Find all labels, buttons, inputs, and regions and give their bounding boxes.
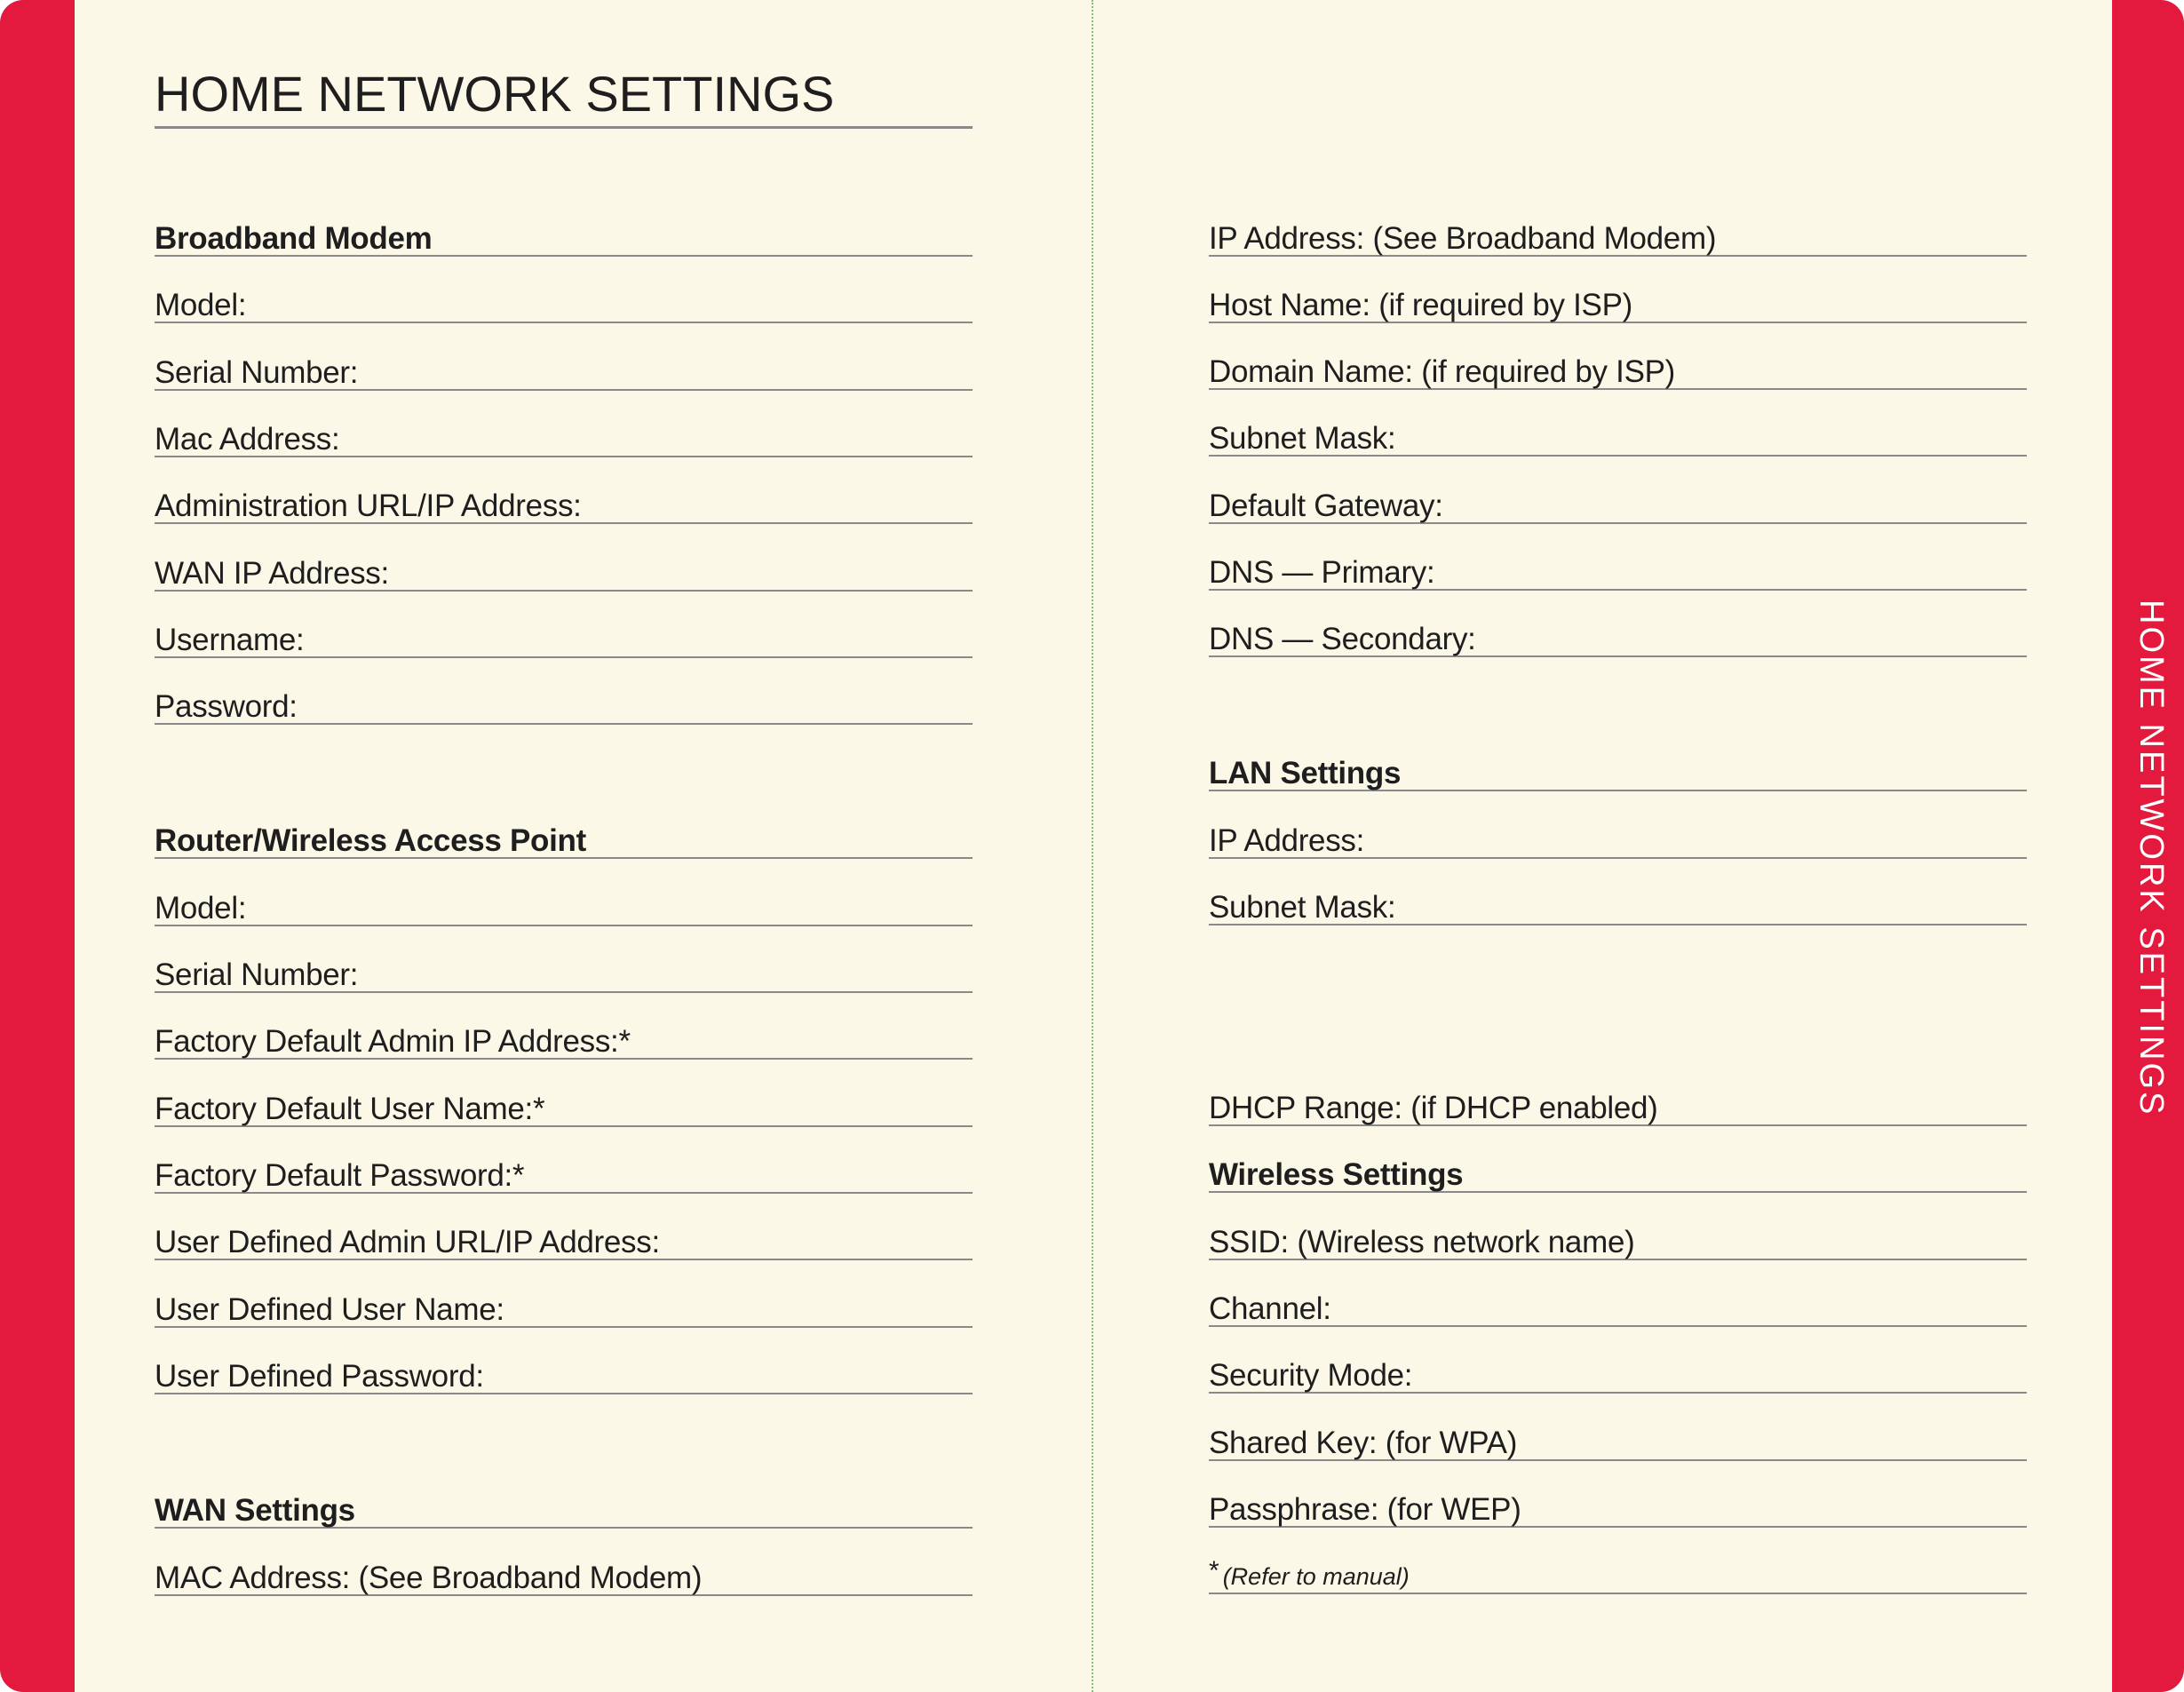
right-page: [1093, 0, 2112, 1692]
form-field-line[interactable]: DNS — Secondary:: [1209, 624, 2027, 657]
form-field-line[interactable]: Subnet Mask:: [1209, 892, 2027, 925]
form-field-line[interactable]: Serial Number:: [155, 959, 973, 993]
form-field-line[interactable]: Username:: [155, 624, 973, 658]
form-field-line[interactable]: SSID: (Wireless network name): [1209, 1227, 2027, 1260]
form-field-line[interactable]: DNS — Primary:: [1209, 557, 2027, 591]
form-field-line[interactable]: Host Name: (if required by ISP): [1209, 290, 2027, 323]
form-field-line[interactable]: Default Gateway:: [1209, 490, 2027, 524]
page-title: HOME NETWORK SETTINGS: [155, 62, 973, 129]
side-tab: [2132, 600, 2170, 1117]
form-field-line[interactable]: Factory Default Password:*: [155, 1160, 973, 1194]
form-field-line[interactable]: IP Address: (See Broadband Modem): [1209, 223, 2027, 257]
form-field-line[interactable]: Model:: [155, 290, 973, 323]
form-field-line[interactable]: DHCP Range: (if DHCP enabled): [1209, 1092, 2027, 1126]
form-field-line[interactable]: User Defined User Name:: [155, 1294, 973, 1328]
form-field-line[interactable]: Security Mode:: [1209, 1360, 2027, 1394]
form-field-line[interactable]: User Defined Admin URL/IP Address:: [155, 1227, 973, 1260]
footnote-star: *: [1209, 1556, 1219, 1585]
form-field-line[interactable]: Administration URL/IP Address:: [155, 490, 973, 524]
section-heading: Router/Wireless Access Point: [155, 825, 973, 859]
form-field-line[interactable]: Factory Default Admin IP Address:*: [155, 1026, 973, 1060]
form-field-line[interactable]: Factory Default User Name:*: [155, 1093, 973, 1127]
section-heading: Wireless Settings: [1209, 1159, 2027, 1193]
section-heading: WAN Settings: [155, 1495, 973, 1529]
form-field-line[interactable]: Shared Key: (for WPA): [1209, 1427, 2027, 1461]
section-heading: Broadband Modem: [155, 223, 973, 257]
form-field-line[interactable]: Domain Name: (if required by ISP): [1209, 356, 2027, 390]
form-field-line[interactable]: Passphrase: (for WEP): [1209, 1494, 2027, 1528]
form-field-line[interactable]: Mac Address:: [155, 424, 973, 457]
form-field-line[interactable]: Password:: [155, 691, 973, 725]
left-page: [75, 0, 1093, 1692]
form-field-line[interactable]: IP Address:: [1209, 825, 2027, 859]
form-field-line[interactable]: Channel:: [1209, 1293, 2027, 1327]
form-field-line[interactable]: Model:: [155, 893, 973, 926]
side-tab-label: HOME NETWORK SETTINGS: [2132, 600, 2170, 1117]
footnote-text: (Refer to manual): [1222, 1563, 1410, 1590]
form-field-line[interactable]: MAC Address: (See Broadband Modem): [155, 1562, 973, 1596]
section-heading: LAN Settings: [1209, 758, 2027, 791]
form-field-line[interactable]: [1209, 1561, 2027, 1594]
form-field-line[interactable]: Subnet Mask:: [1209, 423, 2027, 457]
form-field-line[interactable]: Serial Number:: [155, 357, 973, 391]
form-field-line[interactable]: WAN IP Address:: [155, 558, 973, 592]
form-field-line[interactable]: User Defined Password:: [155, 1361, 973, 1394]
